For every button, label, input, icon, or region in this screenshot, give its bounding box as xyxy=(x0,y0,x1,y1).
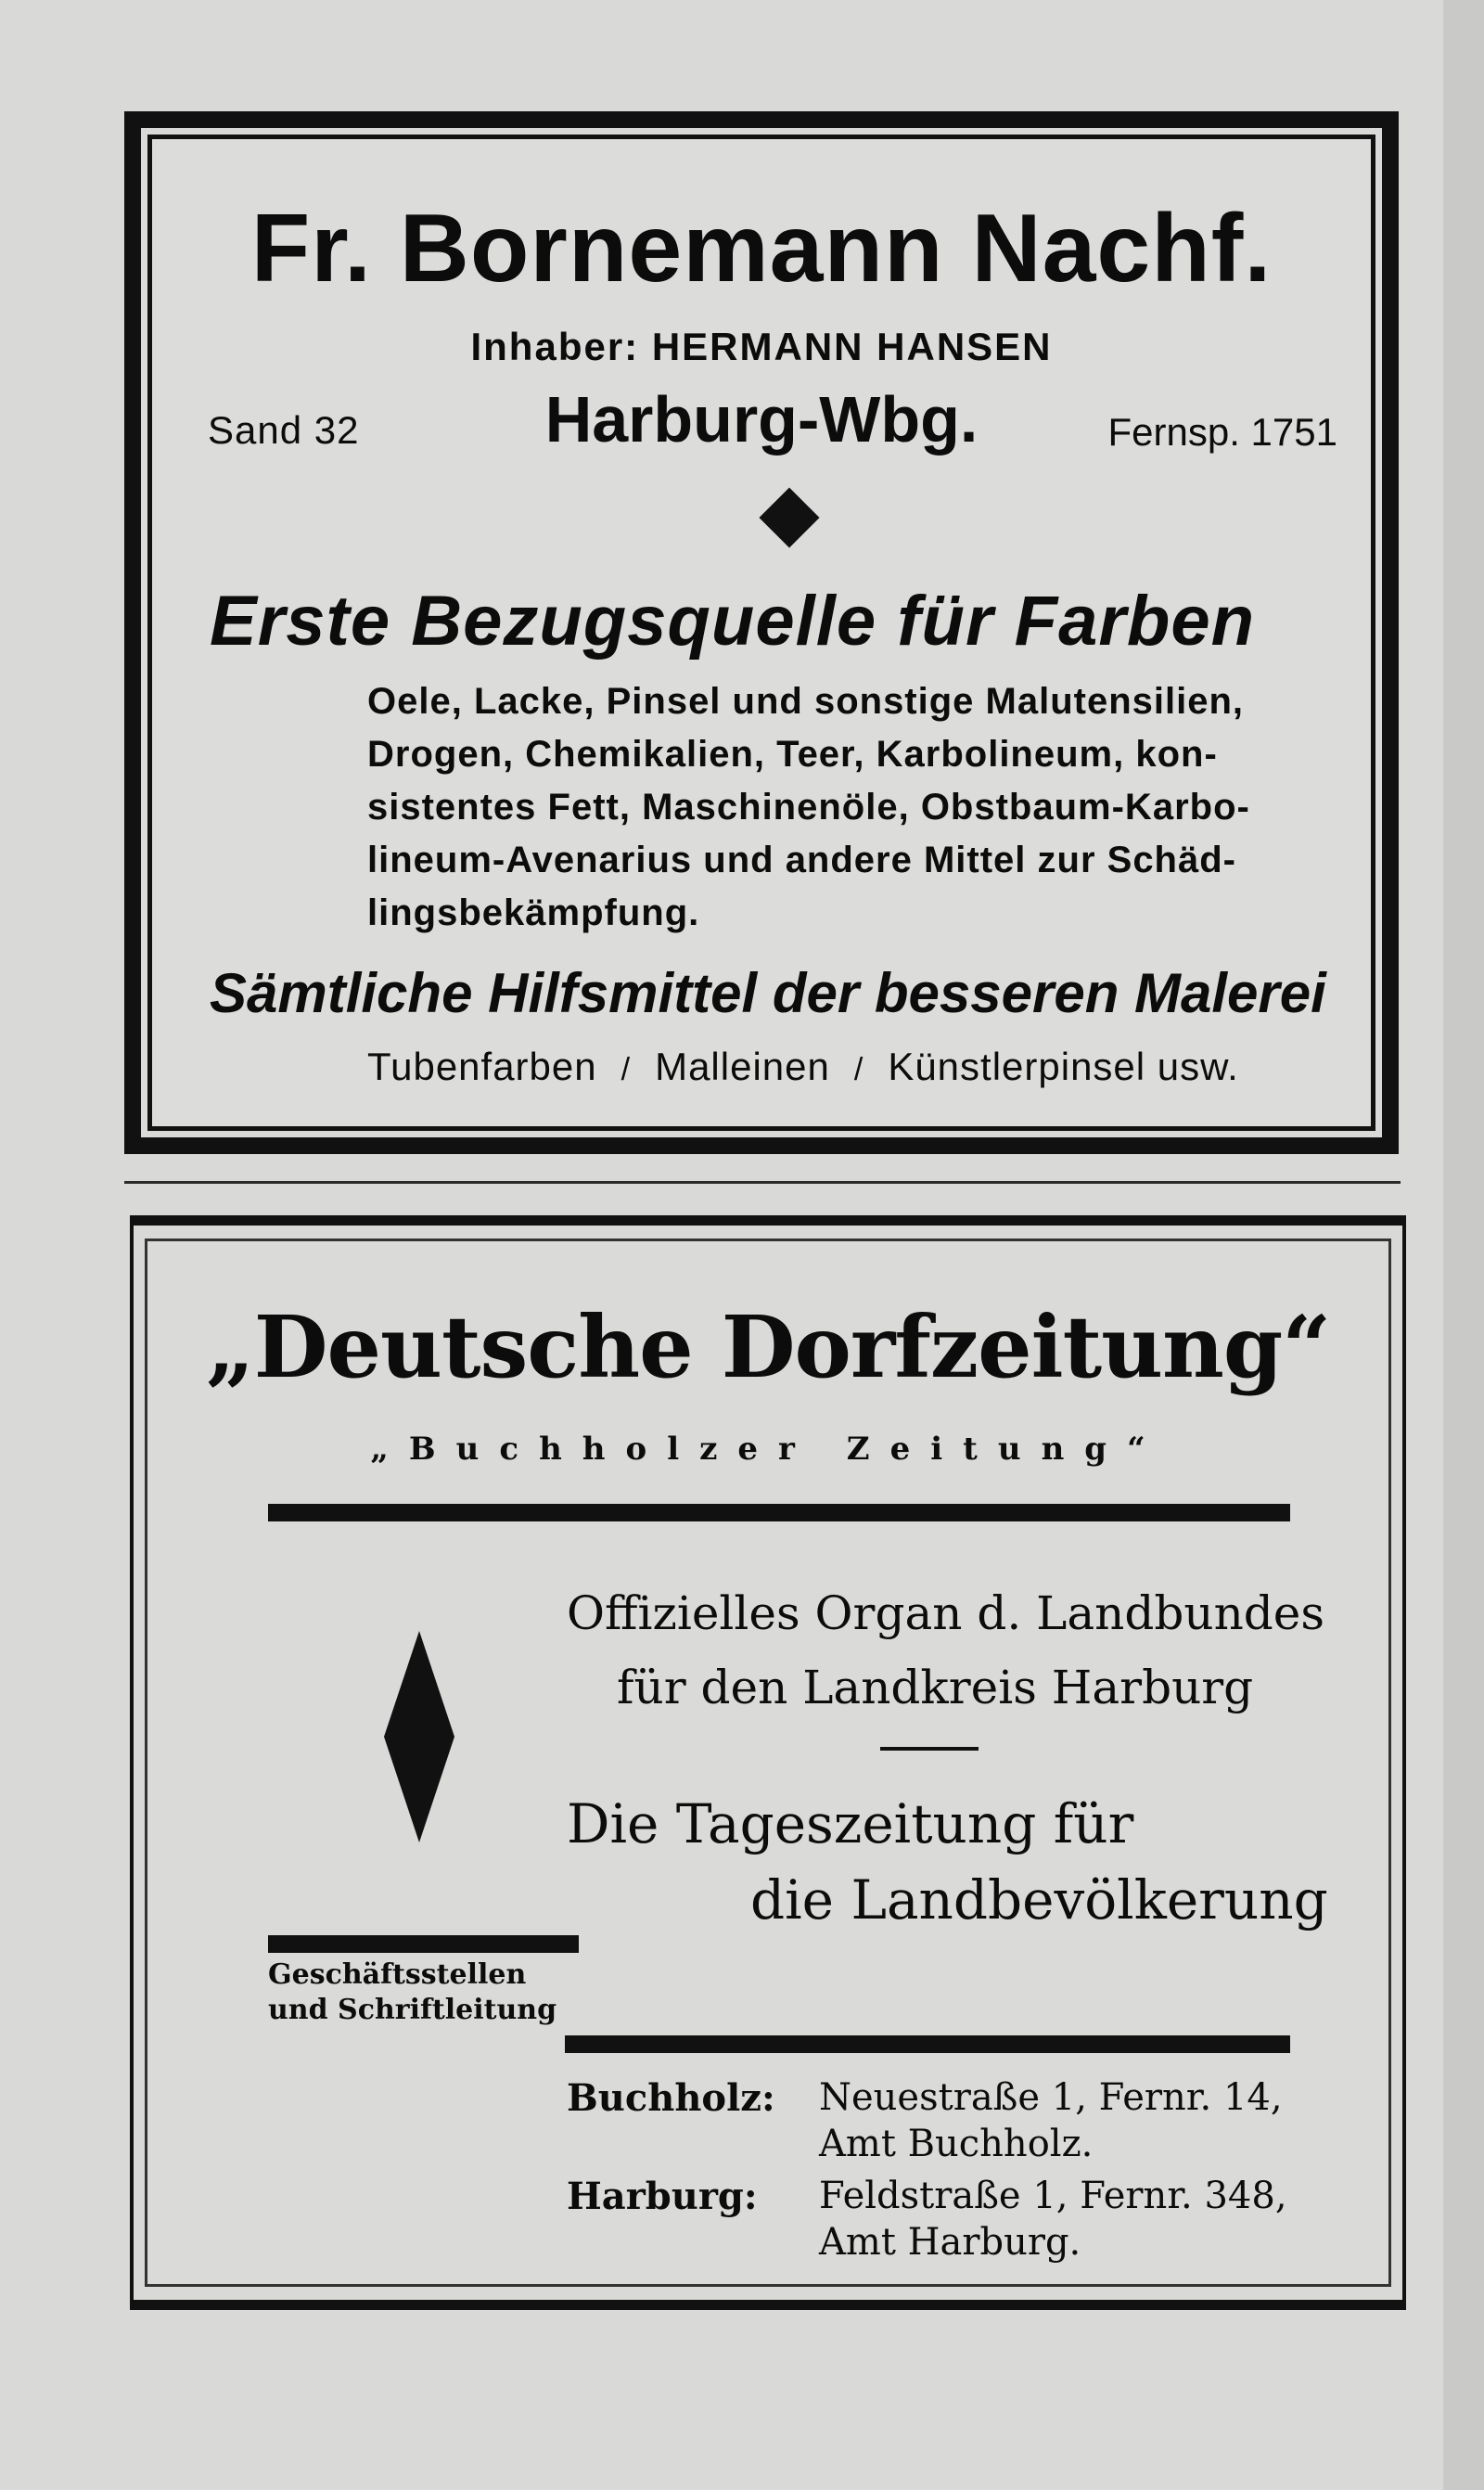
product-item: Tubenfarben xyxy=(367,1045,597,1088)
location-office: Amt Harburg. xyxy=(819,2221,1081,2264)
offices-rule xyxy=(268,1935,579,1953)
product-item: Künstlerpinsel usw. xyxy=(888,1045,1239,1088)
short-rule xyxy=(880,1747,979,1751)
offices-heading-line: Geschäftsstellen xyxy=(268,1958,527,1991)
owner-line: Inhaber: HERMANN HANSEN xyxy=(470,325,1053,368)
newspaper-title: „Deutsche Dorfzeitung“ xyxy=(205,1297,1331,1397)
offices-heading-line: und Schriftleitung xyxy=(268,1994,557,2026)
title-rule xyxy=(268,1504,1290,1521)
street-address: Sand 32 xyxy=(208,408,360,452)
firm-name: Fr. Bornemann Nachf. xyxy=(250,195,1273,302)
product-separator: / xyxy=(853,1052,864,1087)
official-organ-line: Offizielles Organ d. Landbundes xyxy=(567,1586,1325,1640)
newspaper-subtitle: „Buchholzer Zeitung“ xyxy=(370,1431,1166,1468)
product-description xyxy=(367,675,1330,940)
diamond-ornament-icon xyxy=(384,1631,454,1842)
description-line: lineum-Avenarius und andere Mittel zur Schäd- xyxy=(367,840,1236,880)
product-list xyxy=(367,1045,1239,1089)
description-line: lingsbekämpfung. xyxy=(367,892,700,933)
city-name: Harburg-Wbg. xyxy=(544,383,979,456)
dorfzeitung-ad-panel xyxy=(145,1239,1391,2287)
product-item: Malleinen xyxy=(655,1045,830,1088)
description-line: Oele, Lacke, Pinsel und sonstige Malutensilien, xyxy=(367,681,1245,722)
section-divider xyxy=(124,1181,1401,1184)
official-organ-line: für den Landkreis Harburg xyxy=(617,1661,1254,1714)
diamond-ornament-icon xyxy=(759,487,819,547)
description-line: sistentes Fett, Maschinenöle, Obstbaum-Karbo- xyxy=(367,787,1250,828)
location-address: Feldstraße 1, Fernr. 348, xyxy=(819,2175,1287,2217)
bornemann-ad xyxy=(124,111,1399,1154)
offices-heading xyxy=(268,1957,583,2028)
addresses-rule xyxy=(565,2035,1290,2053)
product-separator: / xyxy=(620,1052,632,1087)
bornemann-ad-frame xyxy=(141,128,1382,1137)
daily-paper-line: Die Tageszeitung für xyxy=(567,1792,1134,1855)
location-office: Amt Buchholz. xyxy=(819,2123,1094,2165)
ad-tagline: Sämtliche Hilfsmittel der besseren Malerei xyxy=(210,962,1326,1024)
location-name: Buchholz: xyxy=(567,2076,775,2120)
location-name: Harburg: xyxy=(567,2175,758,2218)
bornemann-ad-panel xyxy=(147,135,1375,1131)
description-line: Drogen, Chemikalien, Teer, Karbolineum, kon- xyxy=(367,734,1218,775)
dorfzeitung-ad xyxy=(130,1215,1406,2310)
ad-headline: Erste Bezugsquelle für Farben xyxy=(210,582,1256,661)
daily-paper-line: die Landbevölkerung xyxy=(750,1868,1328,1932)
page-edge xyxy=(1443,0,1484,2490)
location-address: Neuestraße 1, Fernr. 14, xyxy=(819,2076,1283,2119)
phone-number: Fernsp. 1751 xyxy=(1107,410,1337,454)
